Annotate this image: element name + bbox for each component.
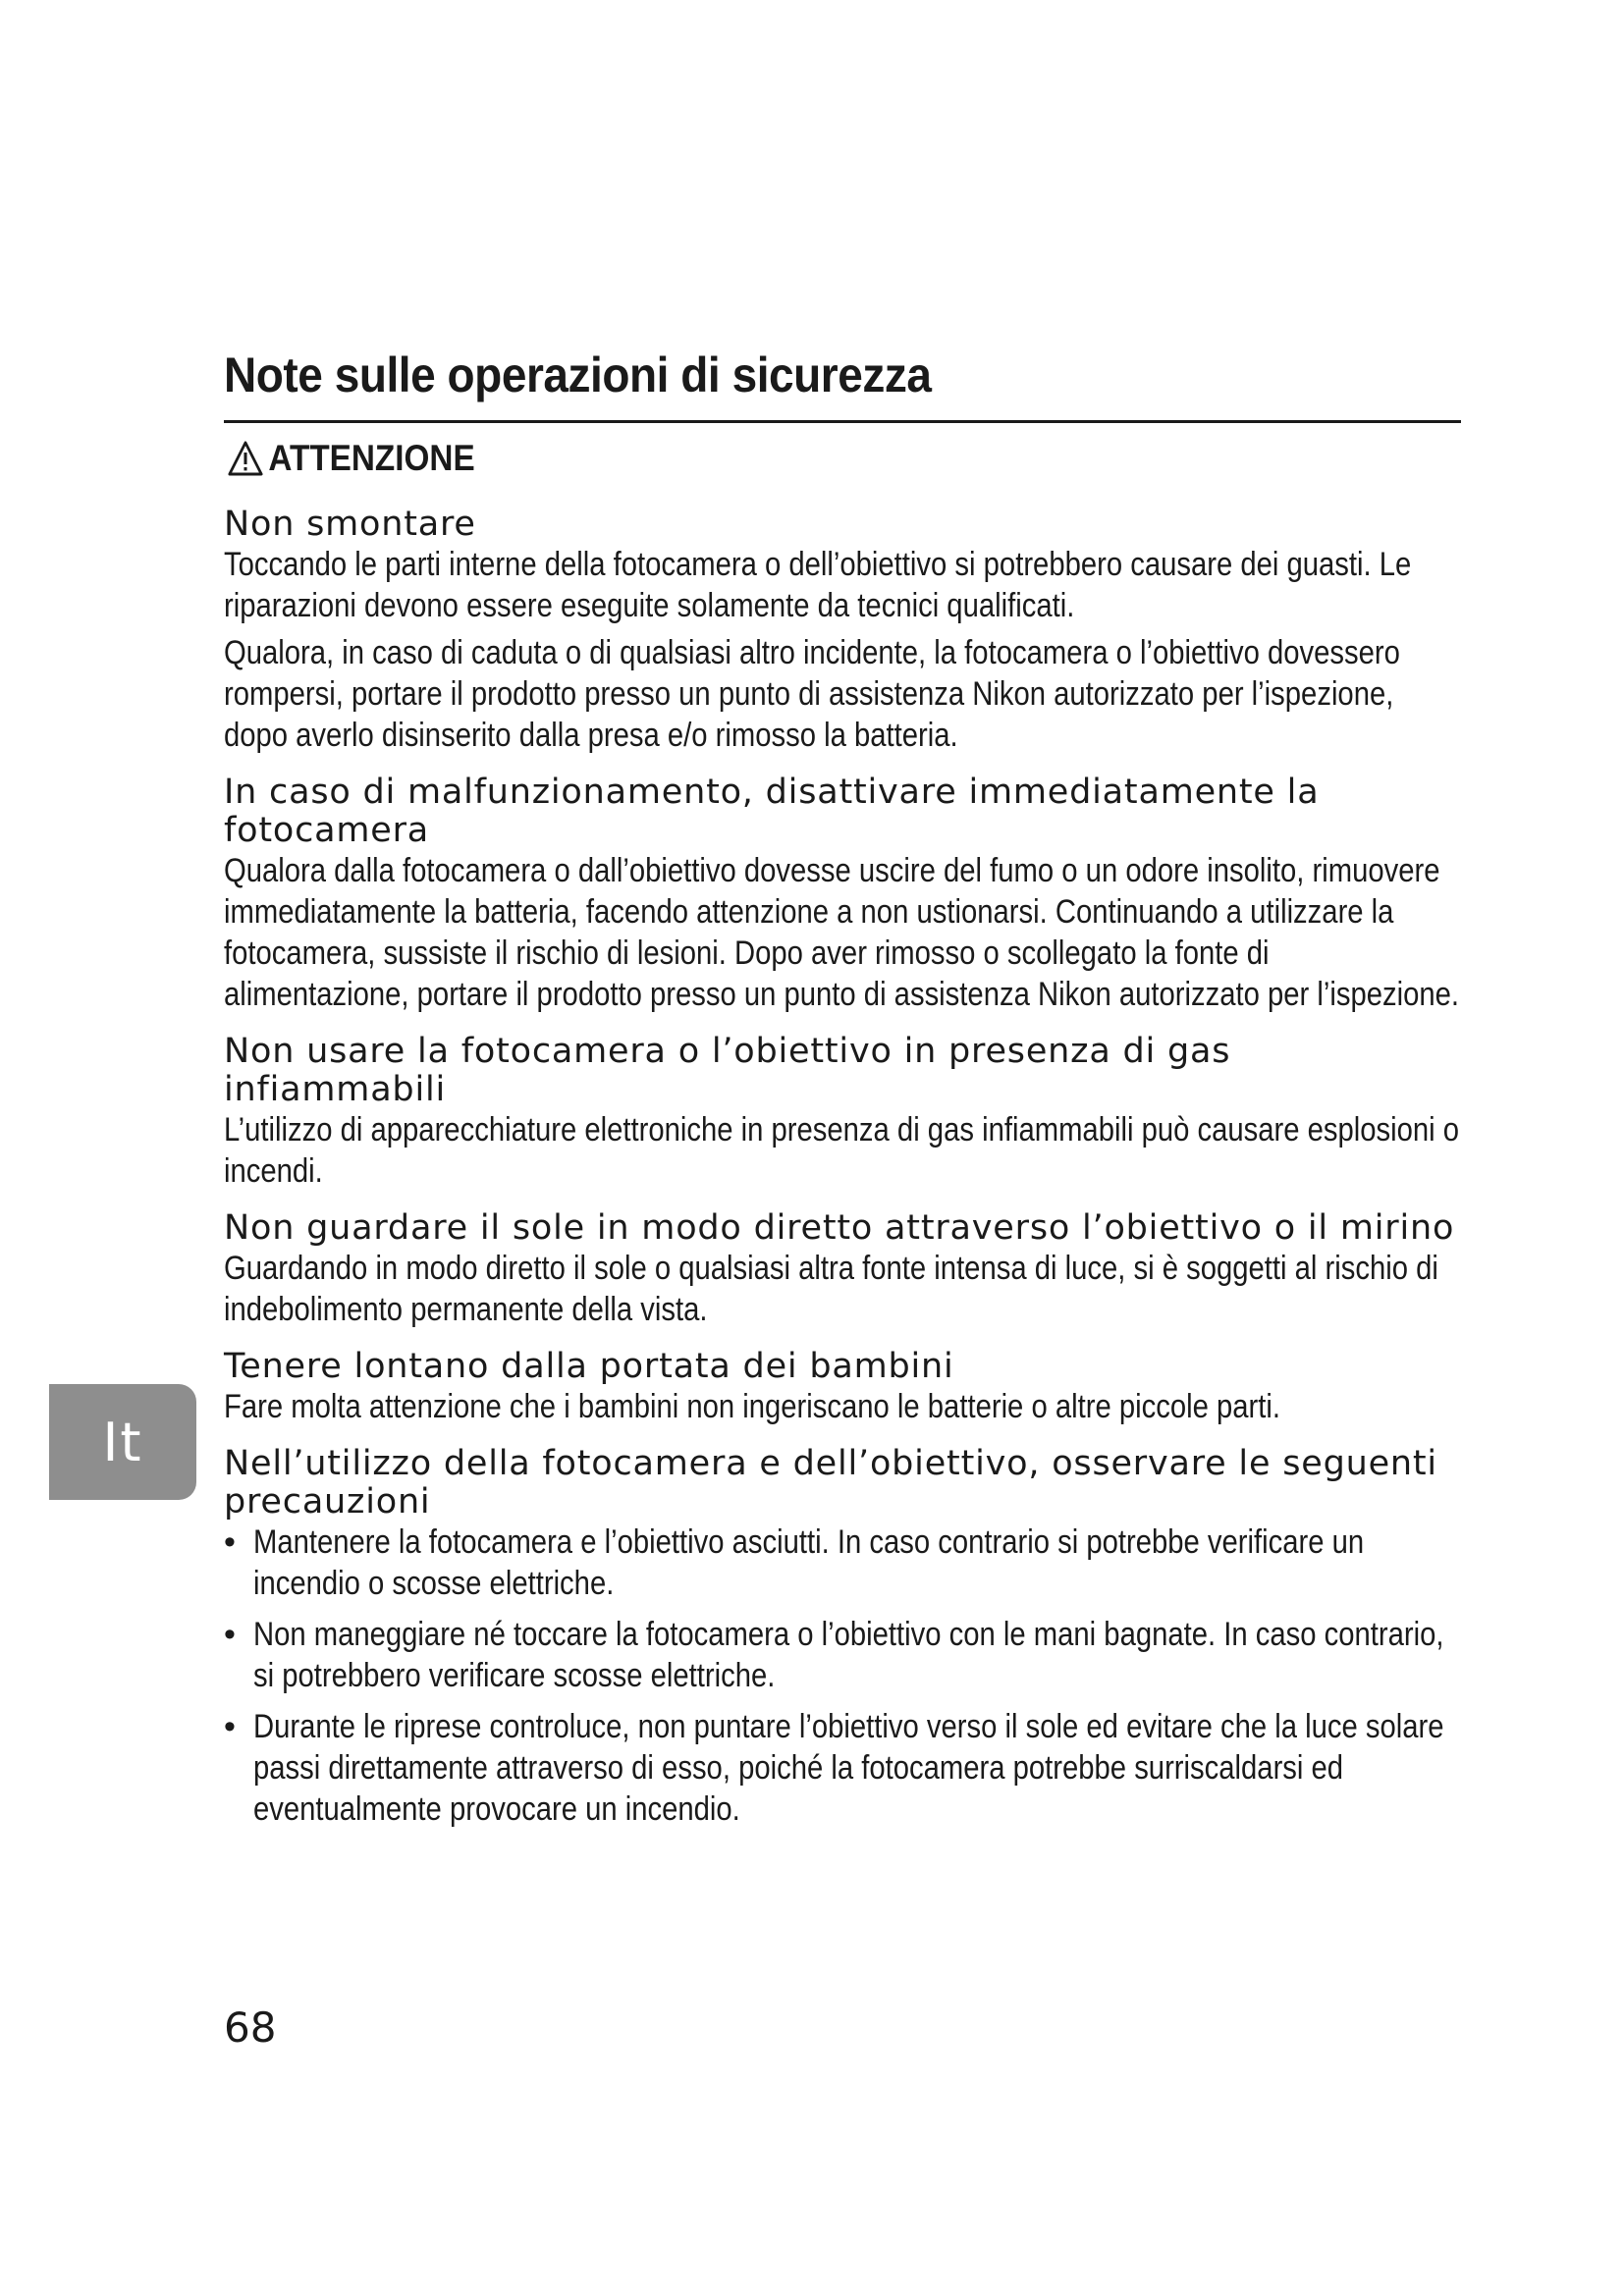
section-disassembly bbox=[224, 506, 1463, 756]
section-paragraph: Guardando in modo diretto il sole o qualsiasi altra fonte intensa di luce, si è soggetti al rischio di indebolimento permanente della vista. bbox=[224, 1250, 1438, 1328]
section-paragraph: Qualora dalla fotocamera o dall’obiettivo dovesse uscire del fumo o un odore insolito, rimuovere immediatamente la batteria, facendo attenzione a non ustionarsi. Continuando a utilizzare la fotocamera, sussiste il rischio di lesioni. Dopo aver rimosso o scollegato la fonte di alimentazione, portare il prodotto presso un punto di assistenza Nikon autorizzato per l’ispezione. bbox=[224, 852, 1460, 1013]
page-number: 68 bbox=[224, 2003, 277, 2052]
section-sun-viewing bbox=[224, 1209, 1463, 1330]
warning-label bbox=[228, 434, 475, 483]
bullet-icon: • bbox=[224, 1616, 236, 1653]
section-children bbox=[224, 1348, 1463, 1427]
section-paragraph: Toccando le parti interne della fotocamera o dell’obiettivo si potrebbero causare dei guasti. Le riparazioni devono essere eseguite solamente da tecnici qualificati. bbox=[224, 546, 1412, 624]
section-precautions bbox=[224, 1445, 1463, 1830]
section-heading: Tenere lontano dalla portata dei bambini bbox=[224, 1347, 954, 1386]
safety-content bbox=[224, 506, 1463, 1847]
list-item-text: Non maneggiare né toccare la fotocamera o l’obiettivo con le mani bagnate. In caso contrario, si potrebbero verificare scosse elettriche. bbox=[253, 1616, 1444, 1694]
list-item bbox=[224, 1522, 1463, 1604]
list-item-text: Mantenere la fotocamera e l’obiettivo asciutti. In caso contrario si potrebbe verificare un incendio o scosse elettriche. bbox=[253, 1523, 1365, 1602]
list-item bbox=[224, 1614, 1463, 1696]
section-heading: Non smontare bbox=[224, 505, 476, 544]
section-heading: Nell’utilizzo della fotocamera e dell’obiettivo, osservare le seguenti precauzioni bbox=[224, 1444, 1437, 1522]
precautions-list bbox=[224, 1522, 1463, 1830]
section-heading: Non usare la fotocamera o l’obiettivo in presenza di gas infiammabili bbox=[224, 1032, 1231, 1109]
warning-triangle-icon bbox=[228, 441, 263, 476]
list-item bbox=[224, 1706, 1463, 1830]
title-divider bbox=[224, 420, 1461, 423]
section-paragraph: Fare molta attenzione che i bambini non ingeriscano le batterie o altre piccole parti. bbox=[224, 1388, 1280, 1425]
list-item-text: Durante le riprese controluce, non puntare l’obiettivo verso il sole ed evitare che la luce solare passi direttamente attraverso di esso, poiché la fotocamera potrebbe surriscaldarsi ed eventualmente provocare un incendio. bbox=[253, 1708, 1444, 1828]
bullet-icon: • bbox=[224, 1523, 236, 1561]
section-malfunction bbox=[224, 774, 1463, 1015]
section-heading: In caso di malfunzionamento, disattivare immediatamente la fotocamera bbox=[224, 773, 1320, 850]
section-paragraph: Qualora, in caso di caduta o di qualsiasi altro incidente, la fotocamera o l’obiettivo dovessero rompersi, portare il prodotto presso un punto di assistenza Nikon autorizzato per l’ispezione, dopo averlo disinserito dalla presa e/o rimosso la batteria. bbox=[224, 634, 1400, 754]
section-flammable-gas bbox=[224, 1033, 1463, 1192]
section-paragraph: L’utilizzo di apparecchiature elettroniche in presenza di gas infiammabili può causare esplosioni o incendi. bbox=[224, 1111, 1460, 1190]
page-title: Note sulle operazioni di sicurezza bbox=[224, 347, 932, 402]
language-tab-label: It bbox=[102, 1411, 143, 1473]
warning-label-text: ATTENZIONE bbox=[268, 438, 475, 478]
language-tab bbox=[49, 1384, 196, 1500]
section-heading: Non guardare il sole in modo diretto attraverso l’obiettivo o il mirino bbox=[224, 1208, 1455, 1248]
bullet-icon: • bbox=[224, 1708, 236, 1745]
